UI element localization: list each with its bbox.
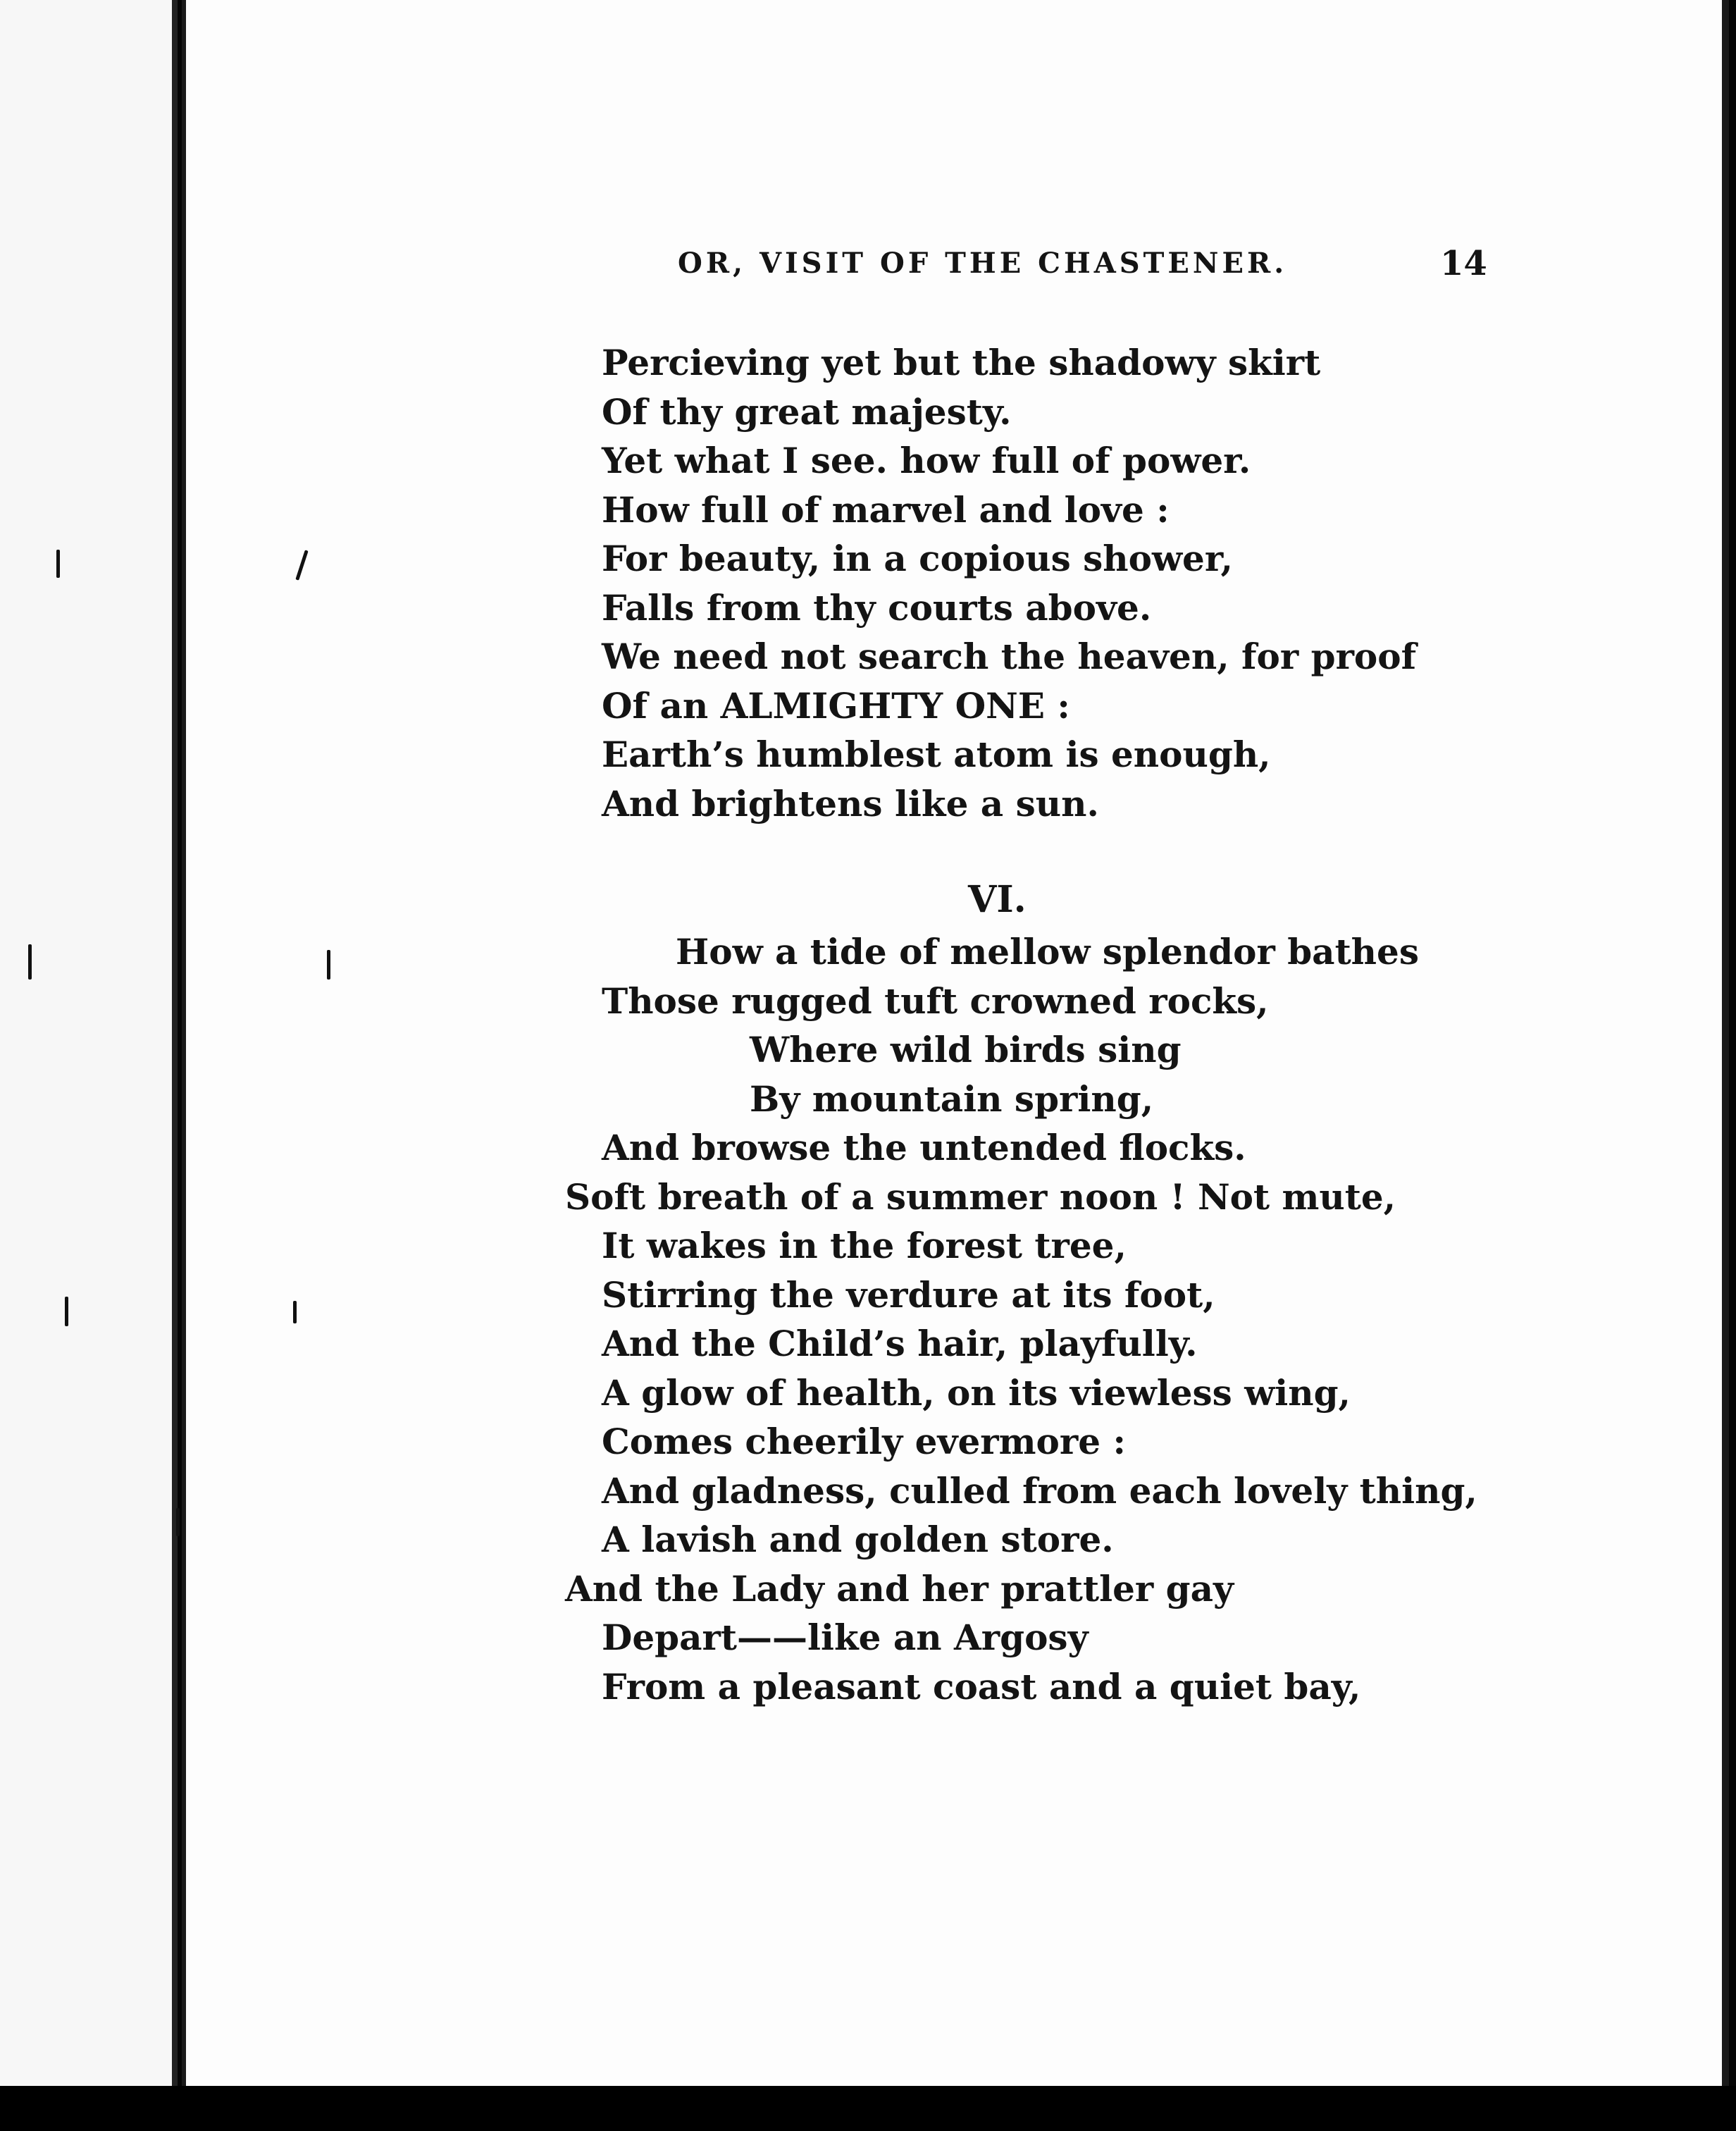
verse-line: Those rugged tuft crowned rocks, (602, 980, 1269, 1022)
scan-mark (28, 944, 32, 980)
verse-line: Soft breath of a summer noon ! Not mute, (565, 1175, 1396, 1218)
verse-line: And the Lady and her prattler gay (565, 1567, 1234, 1610)
verse-line: And brightens like a sun. (602, 782, 1099, 824)
verse-line: Earth’s humblest atom is enough, (602, 734, 1271, 775)
running-head: OR, VISIT OF THE CHASTENER. (678, 247, 1288, 280)
verse-line: How a tide of mellow splendor bathes (676, 931, 1419, 972)
scan-mark (293, 1301, 297, 1323)
verse-line: How full of marvel and love : (602, 488, 1170, 531)
verse-line: Depart——like an Argosy (602, 1617, 1089, 1658)
verse-line: A lavish and golden store. (602, 1519, 1114, 1560)
section-numeral: VI. (968, 878, 1027, 921)
verse-line: Yet what I see. how full of power. (602, 440, 1251, 481)
page-gutter-line (172, 0, 178, 2086)
verse-line: From a pleasant coast and a quiet bay, (602, 1665, 1361, 1707)
stanza-two (565, 927, 1477, 1711)
stanza-one (602, 338, 1416, 828)
scan-mark (176, 1508, 180, 1536)
verse-line: It wakes in the forest tree, (602, 1225, 1127, 1266)
facing-page-edge (0, 0, 178, 2086)
verse-line: For beauty, in a copious shower, (602, 538, 1233, 579)
verse-line: Of an ALMIGHTY ONE : (602, 684, 1070, 727)
scan-mark (56, 550, 60, 578)
scan-mark (327, 950, 330, 980)
verse-line: Stirring the verdure at its foot, (602, 1273, 1215, 1316)
verse-line: Of thy great majesty. (602, 390, 1012, 433)
verse-line: By mountain spring, (750, 1077, 1154, 1120)
verse-line: A glow of health, on its viewless wing, (602, 1371, 1351, 1414)
verse-line: And browse the untended flocks. (602, 1127, 1246, 1168)
verse-line: Comes cheerily evermore : (602, 1421, 1126, 1462)
verse-line: Percieving yet but the shadowy skirt (602, 342, 1321, 383)
verse-line: We need not search the heaven, for proof (602, 636, 1417, 677)
scan-border (0, 2086, 1736, 2131)
scan-mark (65, 1297, 68, 1326)
book-page (182, 0, 1729, 2086)
verse-line: And the Child’s hair, playfully. (602, 1323, 1198, 1364)
verse-line: And gladness, culled from each lovely thing, (602, 1469, 1477, 1512)
page-number: 14 (1440, 244, 1487, 283)
scan-mark (295, 550, 308, 580)
verse-line: Where wild birds sing (750, 1029, 1182, 1070)
verse-line: Falls from thy courts above. (602, 586, 1152, 629)
